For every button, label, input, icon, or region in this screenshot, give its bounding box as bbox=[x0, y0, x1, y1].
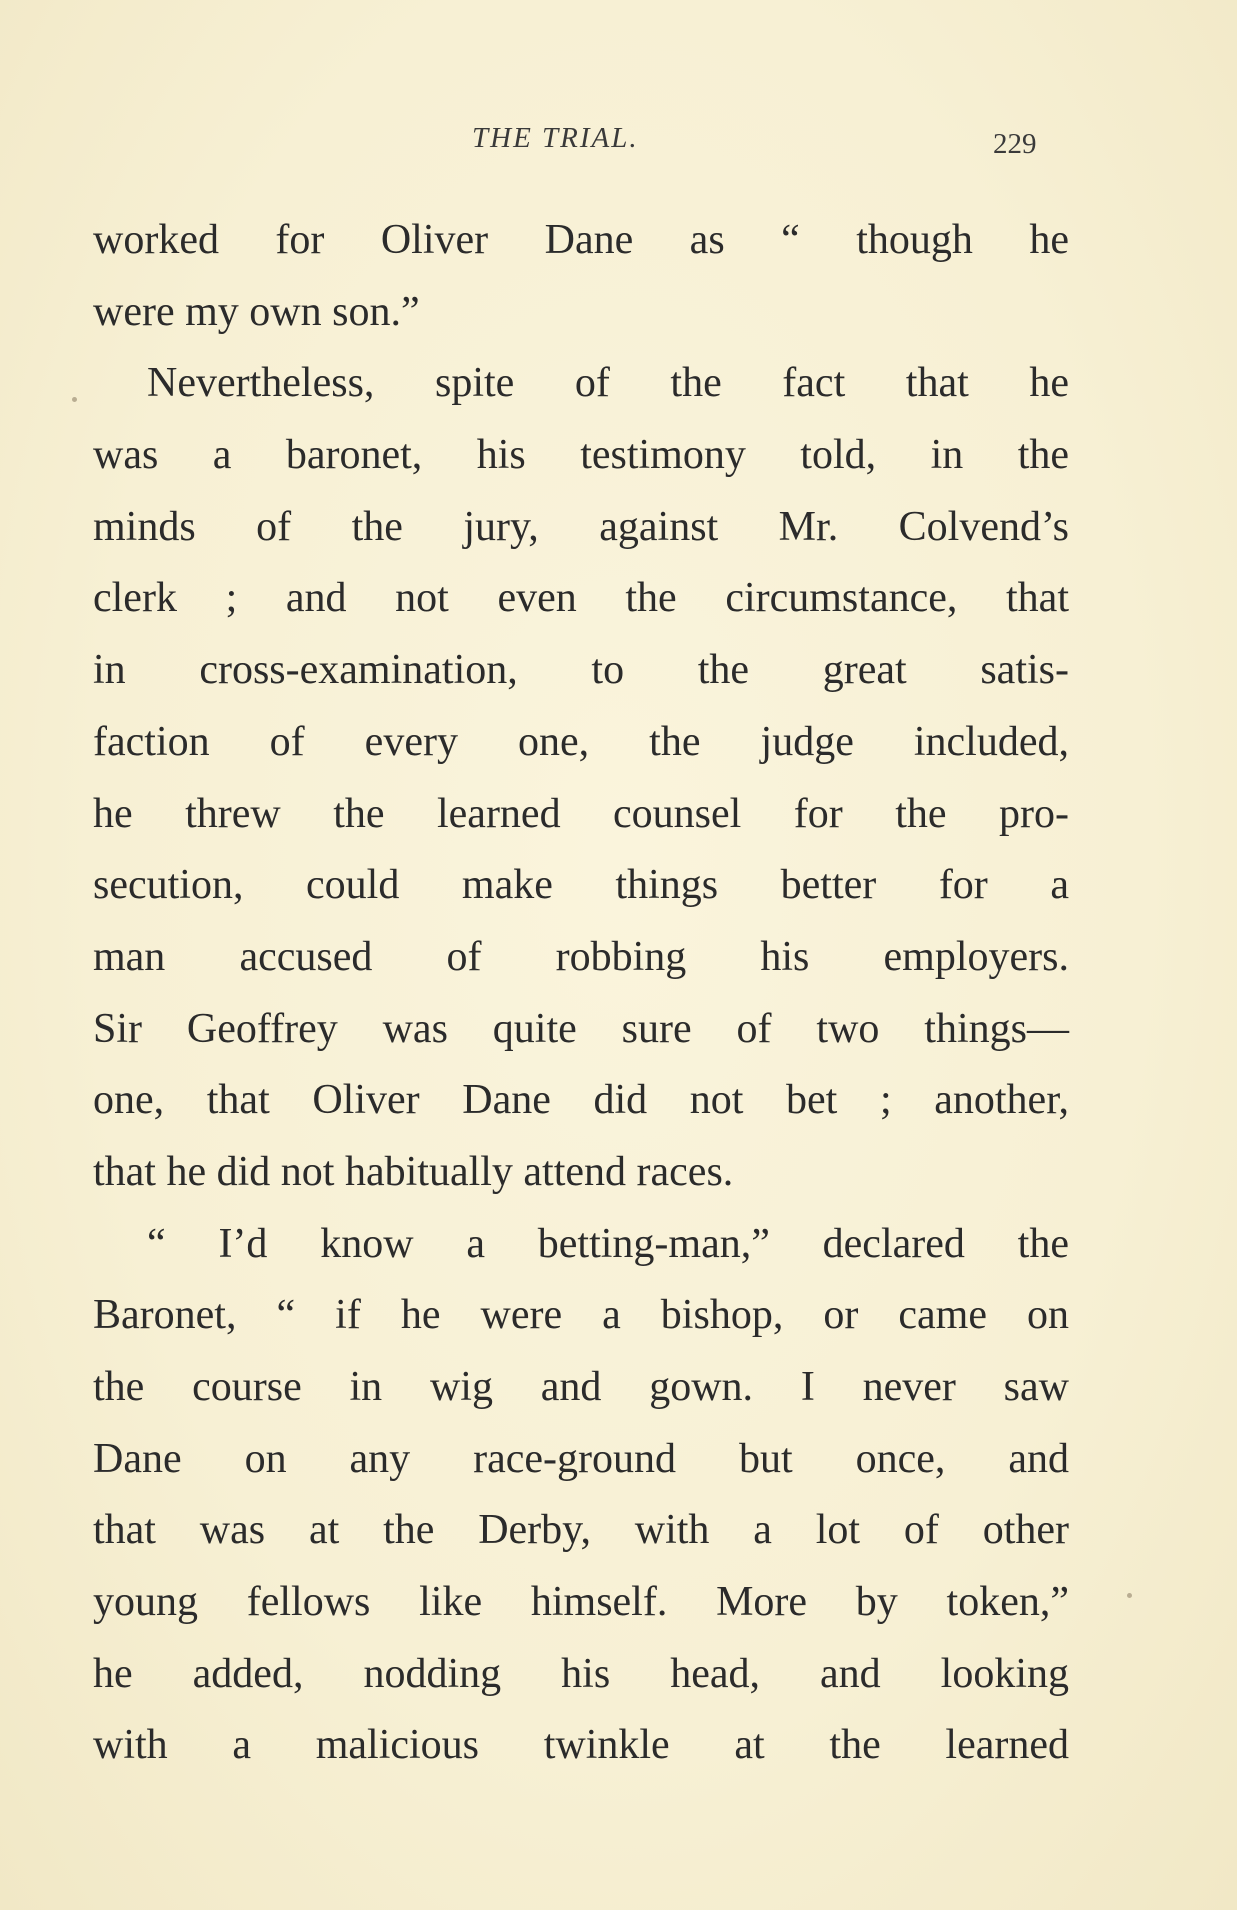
text-line: he added, nodding his head, and looking bbox=[93, 1650, 1069, 1697]
text-line: was a baronet, his testimony told, in the bbox=[93, 432, 1069, 479]
text-line: Baronet, “ if he were a bishop, or came on bbox=[93, 1292, 1069, 1339]
text-line: in cross-examination, to the great satis- bbox=[93, 647, 1069, 694]
text-line: clerk ; and not even the circumstance, that bbox=[93, 575, 1069, 622]
text-line: man accused of robbing his employers. bbox=[93, 933, 1069, 980]
paper-speck bbox=[72, 397, 77, 402]
page-number: 229 bbox=[993, 128, 1037, 160]
text-line: were my own son.” bbox=[93, 288, 420, 335]
text-line: one, that Oliver Dane did not bet ; another, bbox=[93, 1077, 1069, 1124]
paper-speck bbox=[1127, 1593, 1132, 1598]
body-text bbox=[93, 205, 1069, 1782]
text-line: “ I’d know a betting-man,” declared the bbox=[147, 1220, 1069, 1267]
text-line: worked for Oliver Dane as “ though he bbox=[93, 217, 1069, 263]
text-line: faction of every one, the judge included, bbox=[93, 718, 1069, 765]
text-line: minds of the jury, against Mr. Colvend’s bbox=[93, 503, 1069, 550]
text-line: the course in wig and gown. I never saw bbox=[93, 1364, 1069, 1410]
chapter-title: THE TRIAL. bbox=[472, 122, 639, 154]
text-line: Sir Geoffrey was quite sure of two things— bbox=[93, 1005, 1069, 1052]
text-line: Nevertheless, spite of the fact that he bbox=[147, 360, 1069, 407]
running-head bbox=[0, 122, 1237, 162]
text-line: young fellows like himself. More by token,” bbox=[93, 1579, 1069, 1626]
text-line: secution, could make things better for a bbox=[93, 862, 1069, 909]
text-line: Dane on any race-ground but once, and bbox=[93, 1435, 1069, 1482]
text-line: that he did not habitually attend races. bbox=[93, 1148, 734, 1195]
text-line: that was at the Derby, with a lot of other bbox=[93, 1507, 1069, 1554]
text-line: with a malicious twinkle at the learned bbox=[93, 1722, 1069, 1769]
text-line: he threw the learned counsel for the pro- bbox=[93, 790, 1069, 837]
